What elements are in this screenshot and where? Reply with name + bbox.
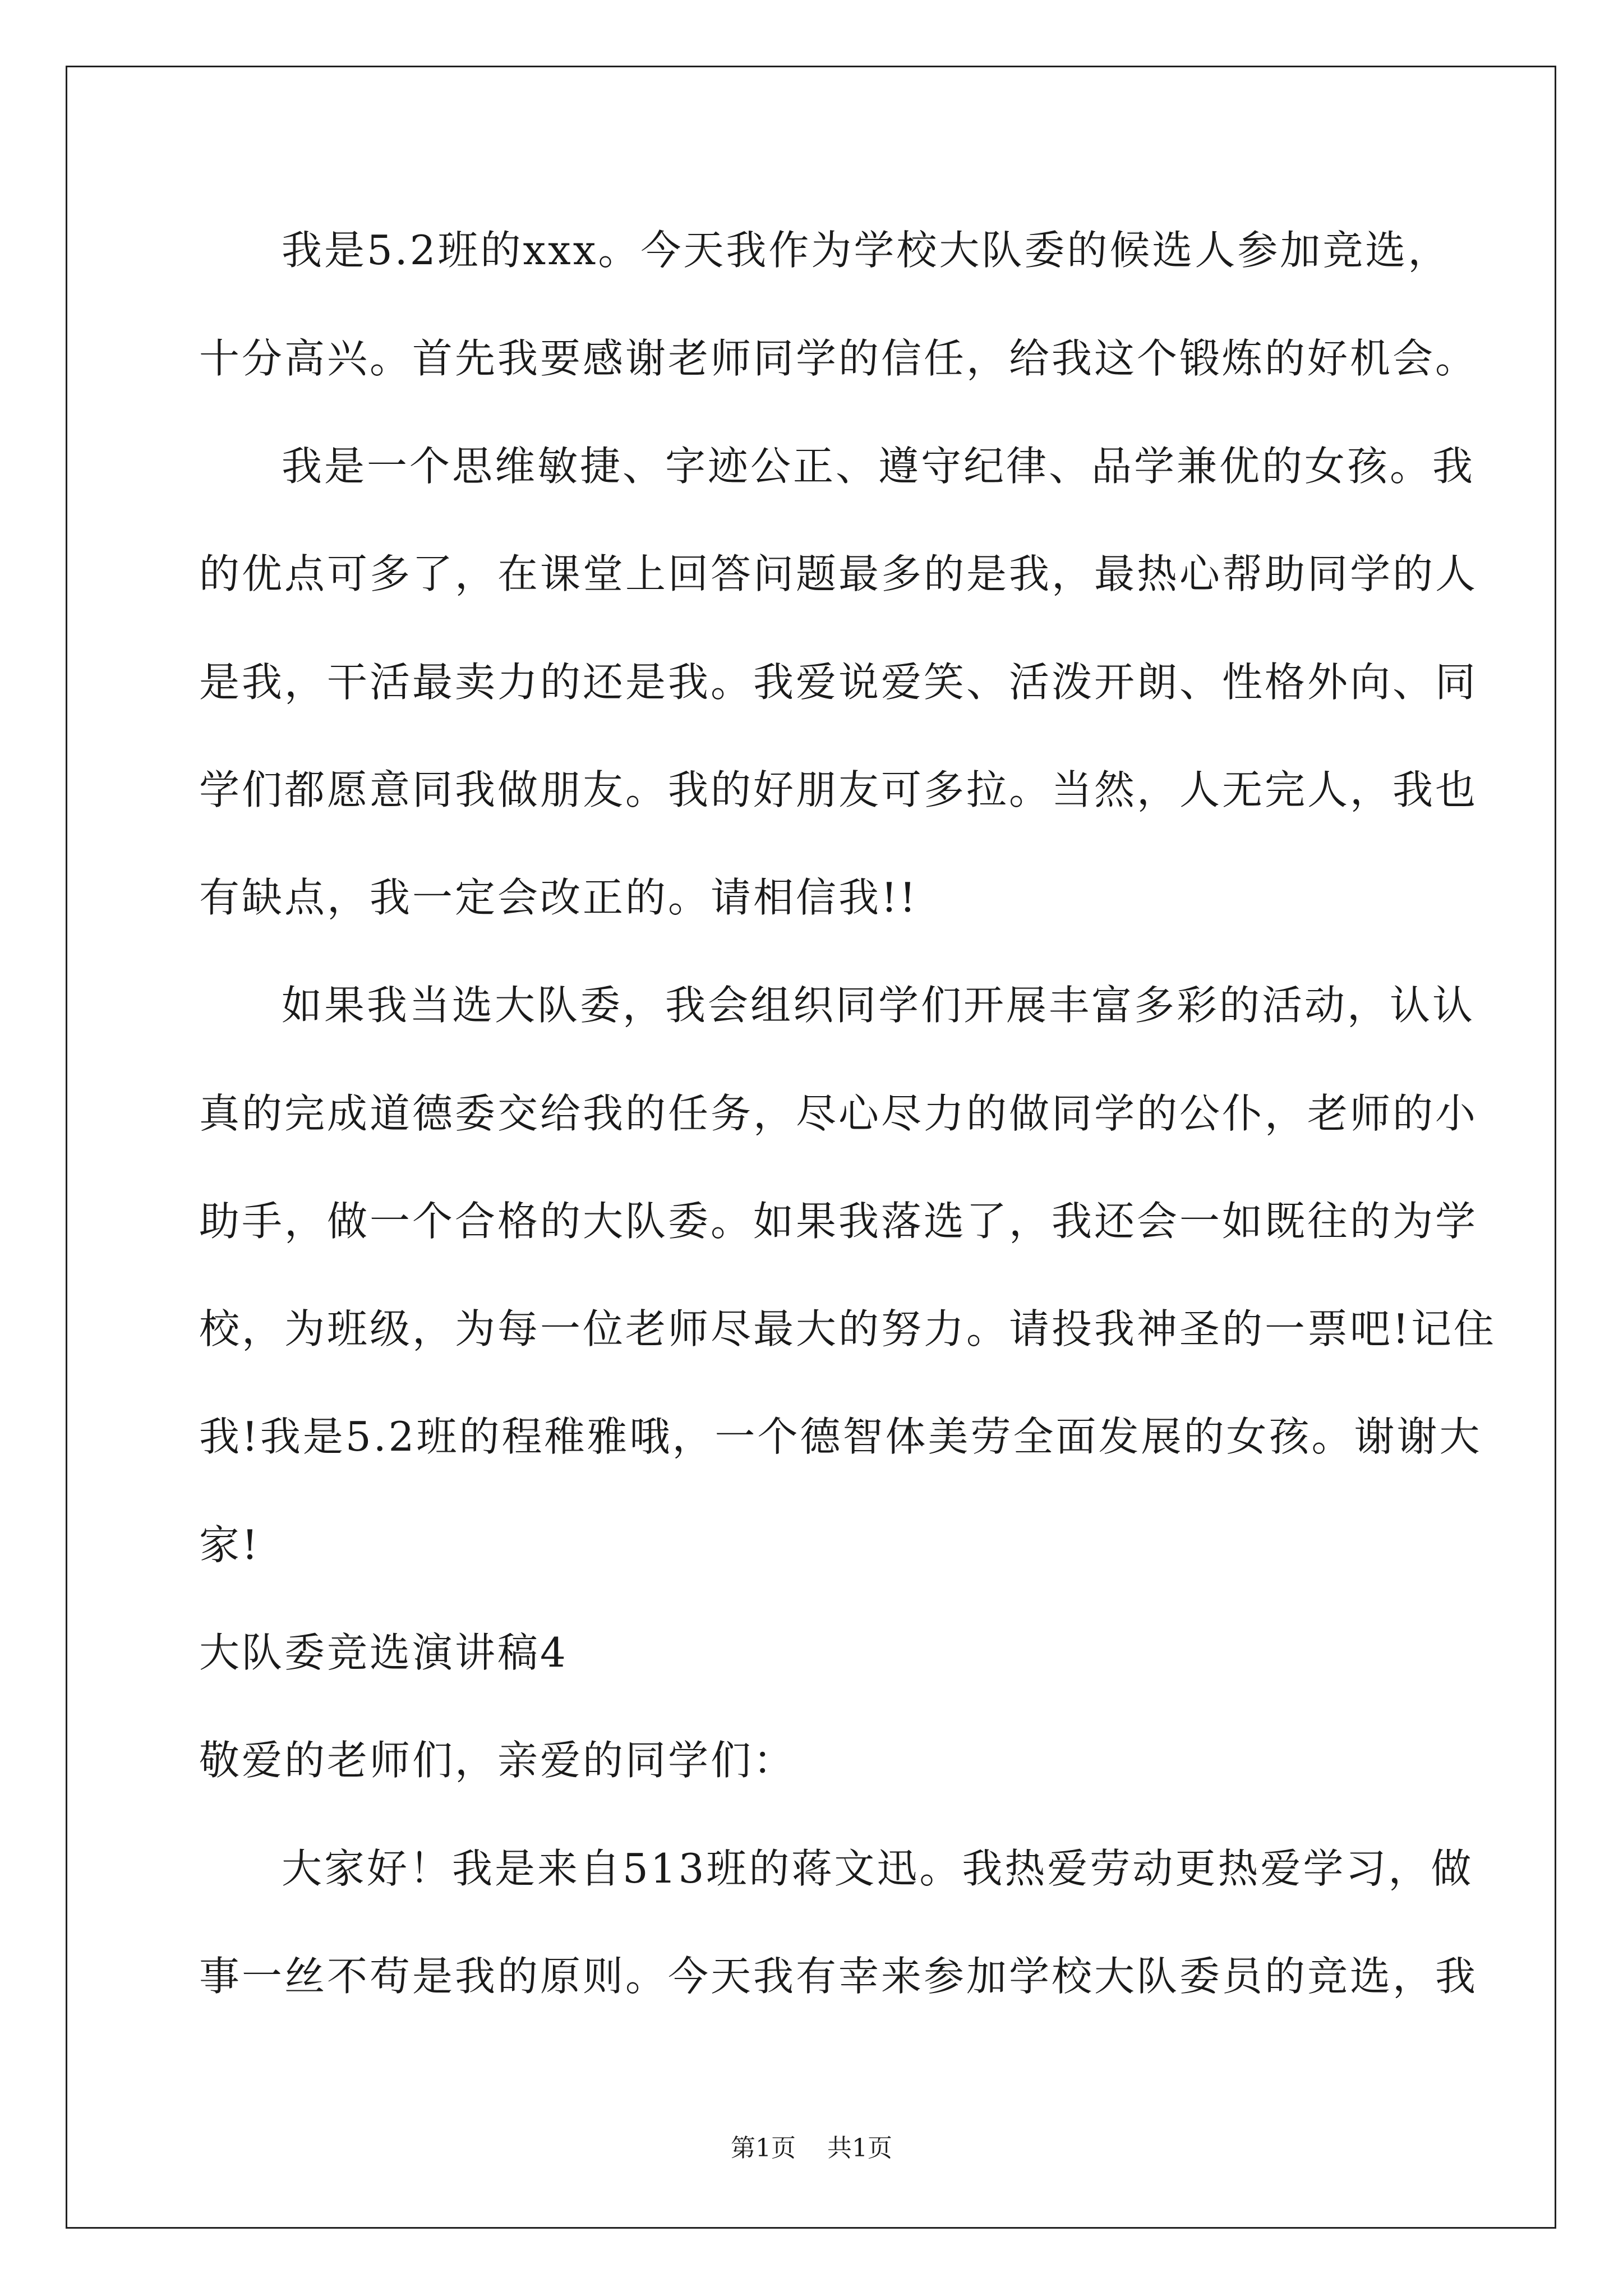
body-line: 我!我是5.2班的程稚雅哦，一个德智体美劳全面发展的女孩。谢谢大 bbox=[199, 1413, 1482, 1460]
body-line: 我是5.2班的xxx。今天我作为学校大队委的候选人参加竞选， bbox=[282, 227, 1451, 274]
section-heading: 大队委竞选演讲稿4 bbox=[199, 1629, 568, 1676]
page-footer bbox=[0, 2136, 1623, 2161]
body-line: 校，为班级，为每一位老师尽最大的努力。请投我神圣的一票吧!记住 bbox=[199, 1305, 1496, 1352]
page-total: 共1页 bbox=[827, 2134, 892, 2162]
body-line: 助手，做一个合格的大队委。如果我落选了，我还会一如既往的为学 bbox=[199, 1198, 1478, 1245]
body-line: 有缺点，我一定会改正的。请相信我!! bbox=[199, 874, 918, 921]
body-line: 大家好！我是来自513班的蒋文迅。我热爱劳动更热爱学习，做 bbox=[282, 1845, 1474, 1892]
body-line: 真的完成道德委交给我的任务，尽心尽力的做同学的公仆，老师的小 bbox=[199, 1090, 1478, 1137]
page-number: 第1页 bbox=[731, 2134, 796, 2162]
body-line: 如果我当选大队委，我会组织同学们开展丰富多彩的活动，认认 bbox=[282, 982, 1476, 1029]
body-line: 学们都愿意同我做朋友。我的好朋友可多拉。当然，人无完人，我也 bbox=[199, 766, 1478, 813]
body-line: 是我，干活最卖力的还是我。我爱说爱笑、活泼开朗、性格外向、同 bbox=[199, 659, 1478, 706]
body-line: 家! bbox=[199, 1521, 260, 1568]
page-border bbox=[66, 66, 1556, 2229]
body-line: 事一丝不苟是我的原则。今天我有幸来参加学校大队委员的竞选，我 bbox=[199, 1953, 1478, 2000]
body-line: 我是一个思维敏捷、字迹公正、遵守纪律、品学兼优的女孩。我 bbox=[282, 443, 1476, 490]
body-line: 的优点可多了，在课堂上回答问题最多的是我，最热心帮助同学的人 bbox=[199, 550, 1478, 597]
body-line: 十分高兴。首先我要感谢老师同学的信任，给我这个锻炼的好机会。 bbox=[199, 335, 1478, 382]
salutation: 敬爱的老师们，亲爱的同学们： bbox=[199, 1737, 796, 1784]
